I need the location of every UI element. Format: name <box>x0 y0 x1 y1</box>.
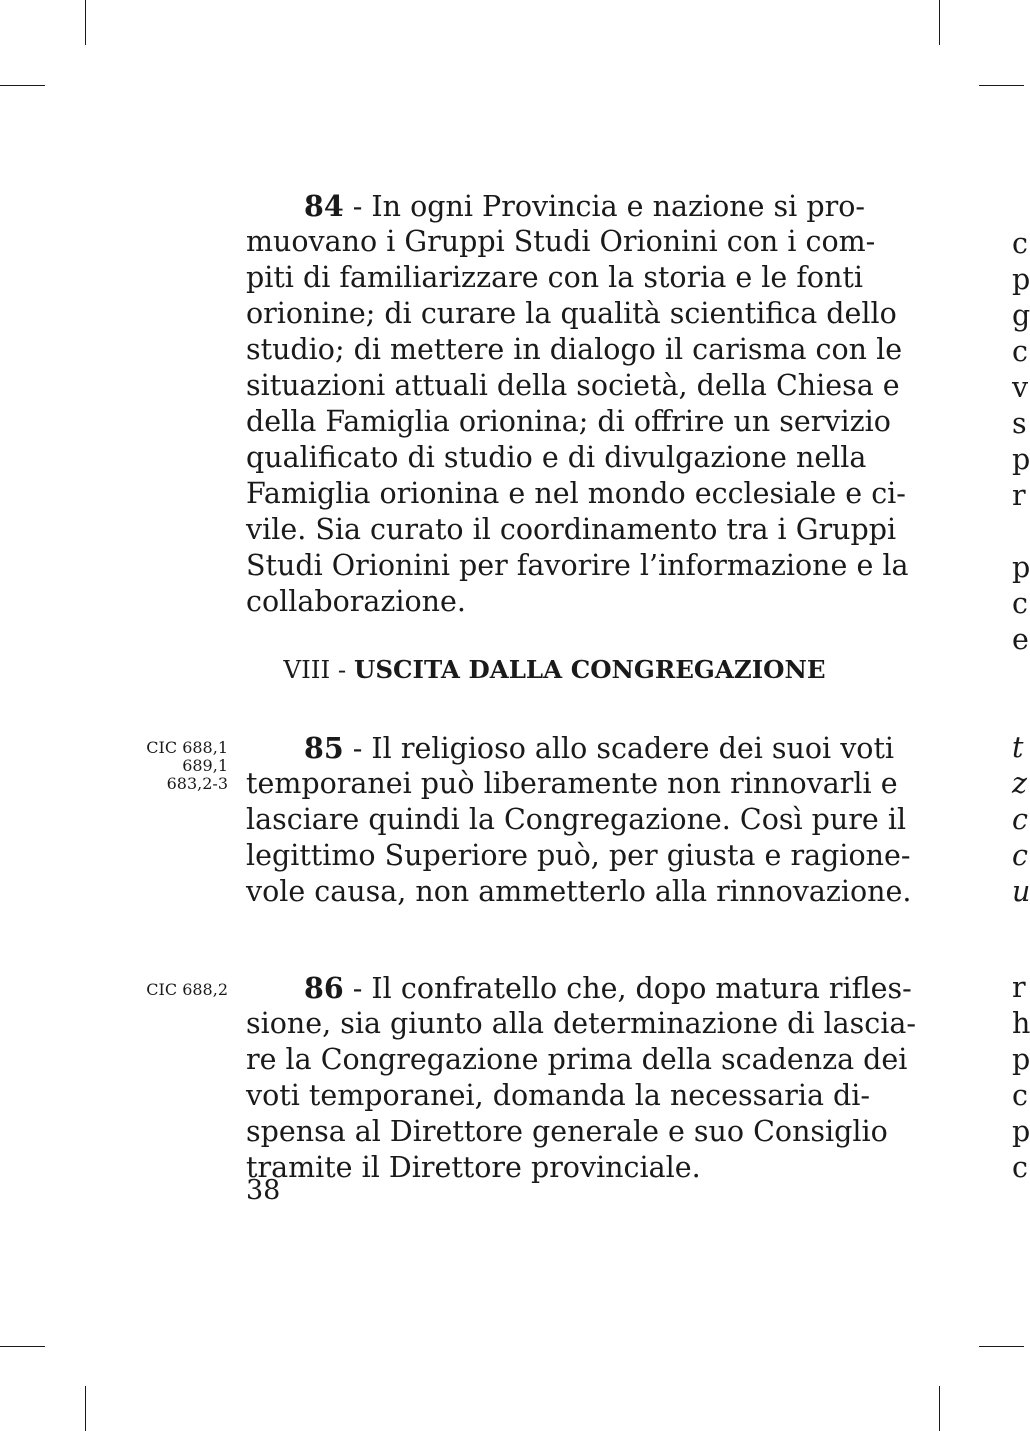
article-85-number: 85 <box>304 731 344 765</box>
edge-letter: t <box>1012 731 1024 764</box>
margin-reference: CIC 688,2 <box>146 980 228 999</box>
edge-letter: p <box>1012 551 1030 584</box>
edge-letter: h <box>1012 1007 1030 1040</box>
edge-letter: z <box>1012 767 1028 800</box>
article-86-line: tramite il Direttore provinciale. <box>246 1151 701 1184</box>
edge-letter: r <box>1012 479 1026 512</box>
edge-letter: c <box>1012 227 1028 260</box>
edge-letter: p <box>1012 1043 1030 1076</box>
edge-letter: e <box>1012 623 1029 656</box>
crop-mark-bottom-right-horizontal <box>979 1346 1024 1347</box>
article-85-line: vole causa, non ammetterlo alla rinnovazione. <box>246 875 912 908</box>
article-85-line: lasciare quindi la Congregazione. Così pure il <box>246 803 907 836</box>
edge-letter: u <box>1012 875 1030 908</box>
crop-mark-top-right-horizontal <box>979 85 1024 86</box>
article-84-line: della Famiglia orionina; di offrire un servizio <box>246 405 891 438</box>
edge-letter: r <box>1012 971 1026 1004</box>
article-84-first-line: 84 - In ogni Provincia e nazione si pro- <box>304 189 865 223</box>
edge-letter: c <box>1012 1151 1028 1184</box>
article-85-line: legittimo Superiore può, per giusta e ragione- <box>246 839 911 872</box>
edge-letter: p <box>1012 1115 1030 1148</box>
crop-mark-bottom-left-vertical <box>85 1386 86 1431</box>
article-84-line: situazioni attuali della società, della Chiesa e <box>246 369 900 402</box>
article-86-line: voti temporanei, domanda la necessaria di- <box>246 1079 871 1112</box>
article-84-line: piti di familiarizzare con la storia e le fonti <box>246 261 863 294</box>
edge-letter: p <box>1012 443 1030 476</box>
article-86-first-line: 86 - Il confratello che, dopo matura rifles- <box>304 971 912 1005</box>
edge-letter: s <box>1012 407 1027 440</box>
article-84-line: Famiglia orionina e nel mondo ecclesiale e ci- <box>246 477 906 510</box>
edge-letter: p <box>1012 263 1030 296</box>
edge-letter: c <box>1012 587 1028 620</box>
edge-letter: c <box>1012 1079 1028 1112</box>
article-86-number: 86 <box>304 971 344 1005</box>
crop-mark-bottom-left-horizontal <box>0 1346 45 1347</box>
crop-mark-bottom-right-vertical <box>939 1386 940 1431</box>
crop-mark-top-left-horizontal <box>0 85 45 86</box>
margin-reference: CIC 688,1 <box>146 738 228 757</box>
article-86-line: re la Congregazione prima della scadenza dei <box>246 1043 908 1076</box>
article-84-line: qualificato di studio e di divulgazione nella <box>246 441 867 474</box>
section-heading-prefix: VIII - <box>283 655 354 684</box>
section-heading <box>246 654 863 686</box>
margin-reference: 689,1 <box>182 756 228 775</box>
article-84-line: vile. Sia curato il coordinamento tra i Gruppi <box>246 513 897 546</box>
crop-mark-top-left-vertical <box>85 0 86 45</box>
article-85-first-line: 85 - Il religioso allo scadere dei suoi voti <box>304 731 895 765</box>
page-number: 38 <box>246 1175 281 1206</box>
article-84-line: Studi Orionini per favorire l’informazione e la <box>246 549 909 582</box>
article-86-line: spensa al Direttore generale e suo Consiglio <box>246 1115 888 1148</box>
margin-reference: 683,2-3 <box>166 774 228 793</box>
article-84-line: collaborazione. <box>246 585 466 618</box>
edge-letter: c <box>1012 335 1028 368</box>
article-84-line: orionine; di curare la qualità scientifica dello <box>246 297 897 330</box>
article-84-number: 84 <box>304 189 344 223</box>
margin-references-85 <box>146 739 228 793</box>
edge-letter: c <box>1012 803 1028 836</box>
article-84-line: studio; di mettere in dialogo il carisma con le <box>246 333 903 366</box>
margin-references-86 <box>146 981 228 999</box>
section-heading-title: USCITA DALLA CONGREGAZIONE <box>354 655 826 684</box>
edge-letter: g <box>1012 299 1030 332</box>
article-86-line: sione, sia giunto alla determinazione di lascia- <box>246 1007 917 1040</box>
edge-letter: v <box>1012 371 1029 404</box>
article-85-line: temporanei può liberamente non rinnovarli e <box>246 767 898 800</box>
article-84-line: muovano i Gruppi Studi Orionini con i com- <box>246 225 876 258</box>
edge-letter: c <box>1012 839 1028 872</box>
crop-mark-top-right-vertical <box>939 0 940 45</box>
